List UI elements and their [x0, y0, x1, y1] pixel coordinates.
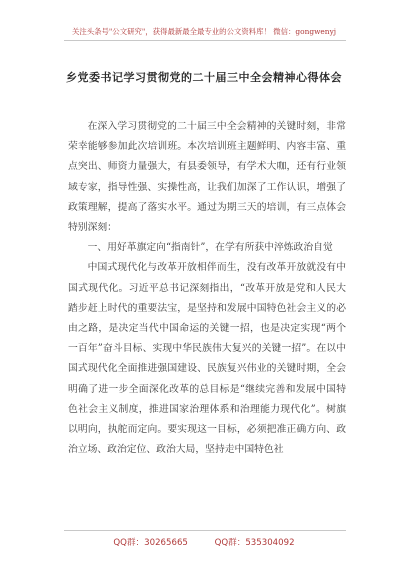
footer-divider: [64, 530, 346, 531]
header-note: 关注头条号"公文研究"，获得最新最全最专业的公文资料库！ 微信：gongwenyj: [71, 27, 337, 36]
footer: [0, 536, 408, 548]
header-divider: [64, 40, 346, 41]
section-heading: 一、用好革旗定向“指南针”，在学有所获中淬炼政治自觉: [87, 242, 333, 254]
document-body: [68, 117, 346, 460]
footer-qq-group-2: QQ群：535304092: [214, 538, 295, 548]
paragraph-intro: 在深入学习贯彻党的二十届三中全会精神的关键时刻，非常荣幸能够参加此次培训班。本次培训班主题鲜明、内容丰富、重点突出、师资力量强大，有县委领导，有学术大咖，还有行业领域专家，指导性强、实操性高，让我们加深了工作认识，增强了政策理解，提高了落实水平。通过为期三天的培训，有三点体会特别深刻：: [68, 121, 346, 234]
paragraph-main: 中国式现代化与改革开放相伴而生，没有改革开放就没有中国式现代化。习近平总书记深刻指出，“改革开放是党和人民大踏步赶上时代的重要法宝，是坚持和发展中国特色社会主义的必由之路，是决定当代中国命运的关键一招，也是决定实现“两个一百年”奋斗目标、实现中华民族伟大复兴的关键一招”。在以中国式现代化全面推进强国建设、民族复兴伟业的关键时期，全会明确了进一步全面深化改革的总目标是“继续完善和发展中国特色社会主义制度，推进国家治理体系和治理能力现代化”。树旗以明向，执舵而定向。要实现这一目标，必须把准正确方向、政治立场、政治定位、政治大局，坚持走中国特色社: [68, 262, 346, 456]
footer-qq-group-1: QQ群：30265665: [113, 538, 188, 548]
document-title: 乡党委书记学习贯彻党的二十届三中全会精神心得体会: [66, 71, 342, 84]
